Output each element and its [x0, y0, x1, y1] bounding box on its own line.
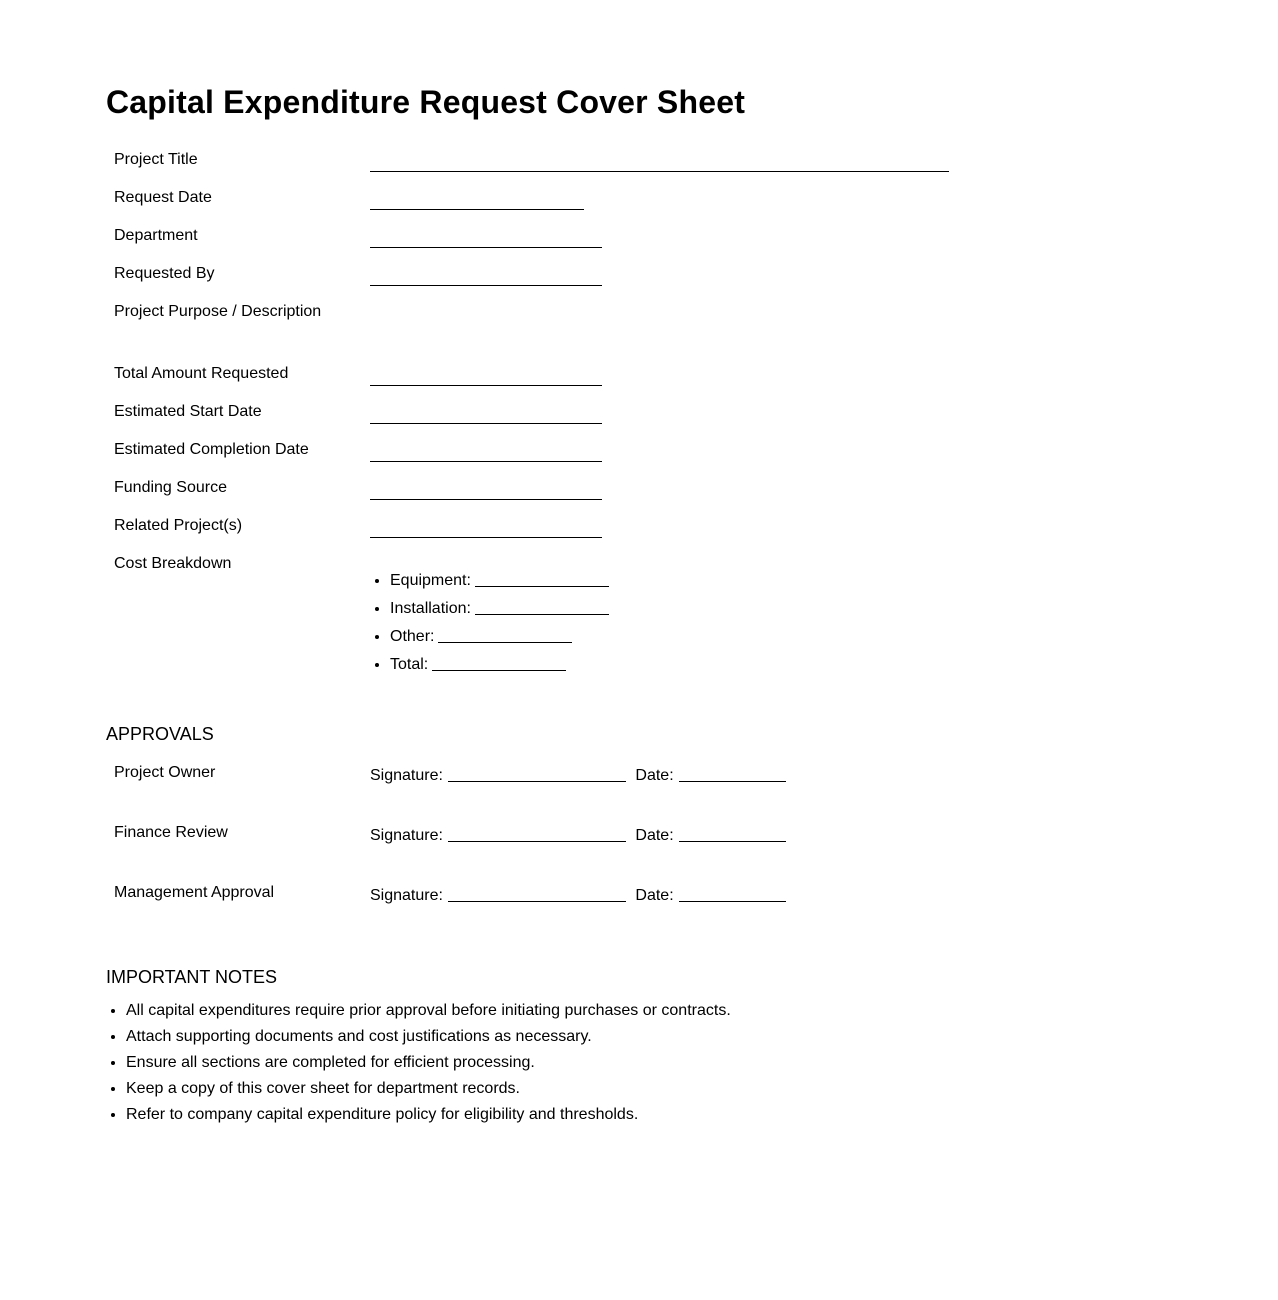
department-field[interactable] [370, 224, 602, 248]
total-cost-field[interactable] [432, 652, 566, 671]
installation-cost-field[interactable] [475, 596, 609, 615]
field-label: Project Purpose / Description [114, 303, 322, 320]
cost-item-label: Other: [390, 628, 435, 645]
field-label: Related Project(s) [114, 517, 243, 534]
approval-row-finance-review [114, 821, 1014, 845]
cost-item-equipment [390, 566, 609, 594]
field-label: Project Title [114, 151, 198, 168]
signature-field[interactable] [448, 823, 626, 842]
project-title-field[interactable] [370, 148, 949, 172]
field-label: Cost Breakdown [114, 555, 232, 572]
field-label: Funding Source [114, 479, 227, 496]
field-label: Estimated Start Date [114, 403, 262, 420]
field-label: Estimated Completion Date [114, 441, 309, 458]
approval-role-label: Finance Review [114, 824, 228, 841]
important-notes-heading: IMPORTANT NOTES [106, 967, 278, 987]
field-row-project-title [114, 148, 1014, 172]
field-label: Requested By [114, 265, 215, 282]
field-row-total-amount [114, 362, 1014, 386]
field-row-estimated-start-date [114, 400, 1014, 424]
field-row-related-projects [114, 514, 1014, 538]
note-item: • Keep a copy of this cover sheet for department records. [126, 1076, 731, 1102]
date-field[interactable] [679, 823, 786, 842]
date-field[interactable] [679, 883, 786, 902]
approval-signature-group [370, 881, 786, 908]
field-row-department [114, 224, 1014, 248]
cost-item-label: Equipment: [390, 572, 471, 589]
signature-label: Signature: [370, 767, 443, 784]
cost-item-other [390, 622, 609, 650]
signature-field[interactable] [448, 763, 626, 782]
cost-item-installation [390, 594, 609, 622]
approval-row-management-approval [114, 881, 1014, 905]
signature-label: Signature: [370, 827, 443, 844]
related-projects-field[interactable] [370, 514, 602, 538]
cost-item-label: Total: [390, 656, 429, 673]
approvals-heading: APPROVALS [106, 724, 214, 744]
date-label: Date: [635, 767, 674, 784]
cost-item-total [390, 650, 609, 678]
approval-role-label: Project Owner [114, 764, 216, 781]
note-item: • Attach supporting documents and cost justifications as necessary. [126, 1024, 731, 1050]
requested-by-field[interactable] [370, 262, 602, 286]
estimated-completion-date-field[interactable] [370, 438, 602, 462]
note-item: • All capital expenditures require prior approval before initiating purchases or contracts. [126, 998, 731, 1024]
approval-row-project-owner [114, 761, 1014, 785]
field-row-requested-by [114, 262, 1014, 286]
note-item: • Refer to company capital expenditure policy for eligibility and thresholds. [126, 1102, 731, 1128]
note-item: • Ensure all sections are completed for efficient processing. [126, 1050, 731, 1076]
signature-label: Signature: [370, 887, 443, 904]
field-label: Request Date [114, 189, 212, 206]
field-row-funding-source [114, 476, 1014, 500]
total-amount-field[interactable] [370, 362, 602, 386]
estimated-start-date-field[interactable] [370, 400, 602, 424]
date-field[interactable] [679, 763, 786, 782]
field-label: Department [114, 227, 198, 244]
cost-breakdown-list [370, 566, 609, 678]
field-row-project-purpose [114, 300, 1014, 324]
approval-role-label: Management Approval [114, 884, 275, 901]
field-label: Total Amount Requested [114, 365, 289, 382]
equipment-cost-field[interactable] [475, 568, 609, 587]
request-date-field[interactable] [370, 186, 584, 210]
signature-field[interactable] [448, 883, 626, 902]
page-title: Capital Expenditure Request Cover Sheet [106, 84, 746, 120]
cost-item-label: Installation: [390, 600, 471, 617]
important-notes-list [106, 998, 731, 1128]
field-row-estimated-completion-date [114, 438, 1014, 462]
approval-signature-group [370, 821, 786, 848]
field-row-request-date [114, 186, 1014, 210]
other-cost-field[interactable] [438, 624, 572, 643]
date-label: Date: [635, 887, 674, 904]
date-label: Date: [635, 827, 674, 844]
approval-signature-group [370, 761, 786, 788]
funding-source-field[interactable] [370, 476, 602, 500]
